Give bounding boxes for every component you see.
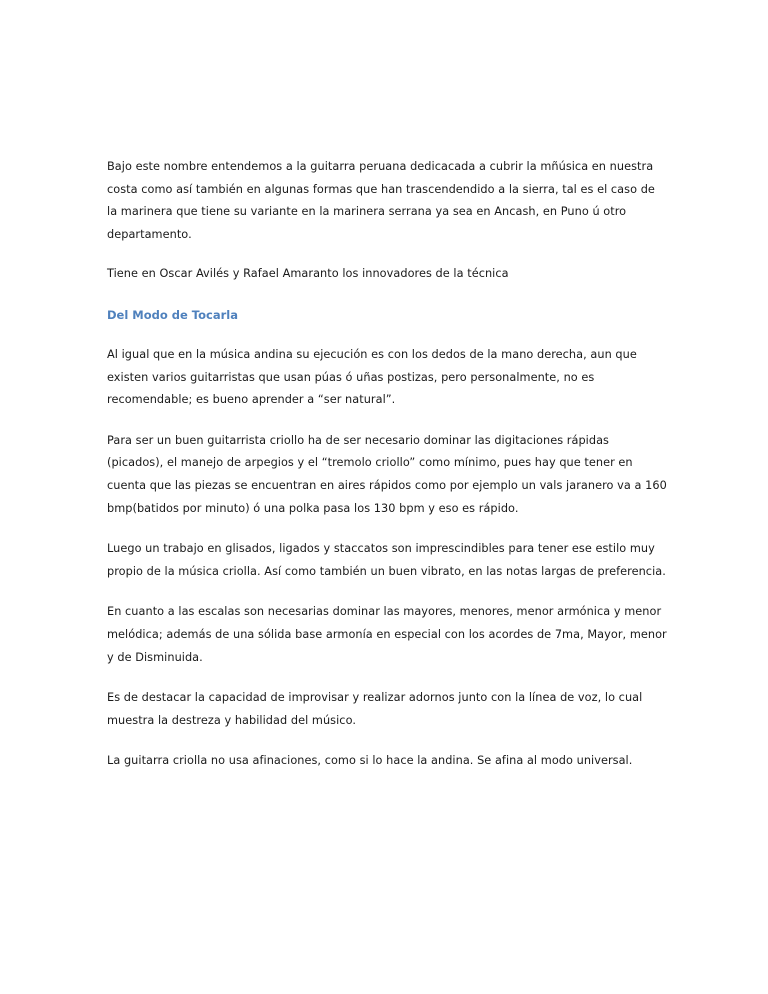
body-paragraph-3: Luego un trabajo en glisados, ligados y staccatos son imprescindibles para tener ese estilo muy propio de la música criolla. Así como también un buen vibrato, en las notas largas de preferencia. (107, 542, 666, 578)
document-page (107, 156, 667, 773)
body-paragraph-4: En cuanto a las escalas son necesarias dominar las mayores, menores, menor armónica y menor melódica; además de una sólida base armonía en especial con los acordes de 7ma, Mayor, menor y de Disminuida. (107, 605, 667, 664)
body-paragraph-5: Es de destacar la capacidad de improvisar y realizar adornos junto con la línea de voz, lo cual muestra la destreza y habilidad del músico. (107, 691, 643, 727)
body-paragraph-2: Para ser un buen guitarrista criollo ha de ser necesario dominar las digitaciones rápidas (picados), el manejo de arpegios y el “tremolo criollo” como mínimo, pues hay que tener en cuenta que las piezas se encuentran en aires rápidos como por ejemplo un vals jaranero va a 160 bmp(batidos por minuto) ó una polka pasa los 130 bpm y eso es rápido. (107, 433, 667, 515)
intro-paragraph-1: Bajo este nombre entendemos a la guitarra peruana dedicacada a cubrir la mñúsica en nuestra costa como así también en algunas formas que han trascendendido a la sierra, tal es el caso de la marinera que tiene su variante en la marinera serrana ya sea en Ancash, en Puno ú otro departamento. (107, 160, 655, 241)
body-paragraph-1: Al igual que en la música andina su ejecución es con los dedos de la mano derecha, aun que existen varios guitarristas que usan púas ó uñas postizas, pero personalmente, no es recomendable; es bueno aprender a “ser natural”. (107, 347, 637, 407)
body-paragraph-6: La guitarra criolla no usa afinaciones, como si lo hace la andina. Se afina al modo universal. (107, 754, 633, 768)
section-heading: Del Modo de Tocarla (107, 307, 238, 322)
intro-paragraph-2: Tiene en Oscar Avilés y Rafael Amaranto los innovadores de la técnica (107, 267, 509, 281)
